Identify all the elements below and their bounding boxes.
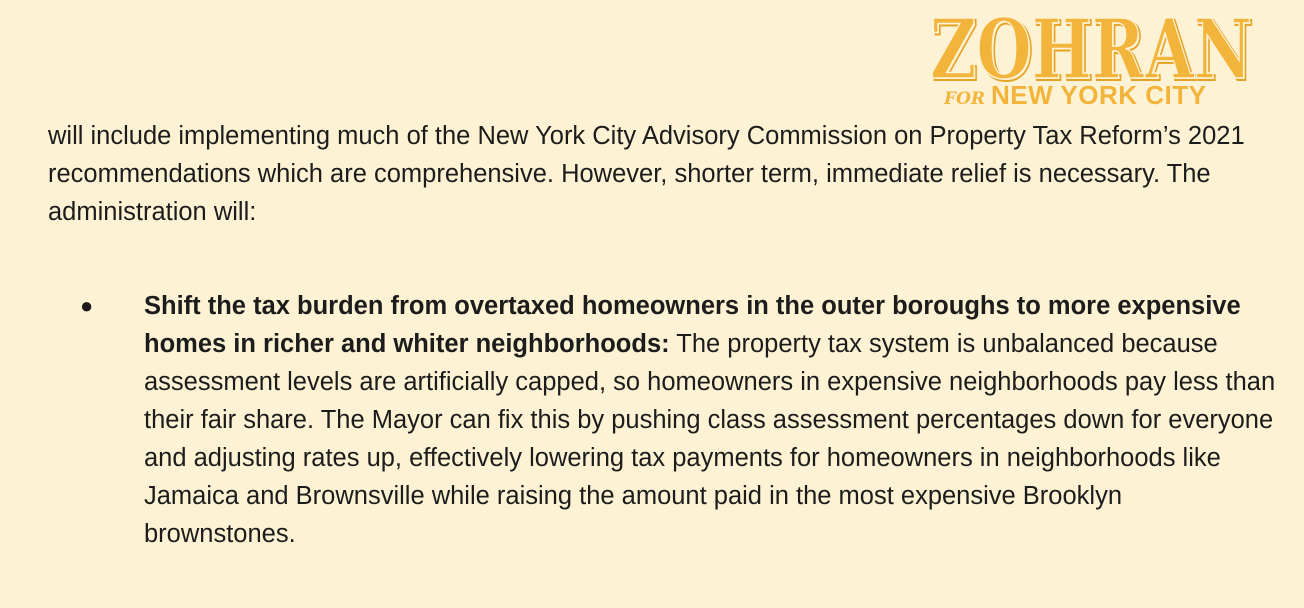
logo-name-outline: ZOHRAN <box>932 4 1254 86</box>
logo-wordmark <box>928 0 1258 86</box>
logo-for-text: FOR <box>944 89 986 109</box>
intro-paragraph: will include implementing much of the New York City Advisory Commission on Property Tax Reform’s 2021 recommendations which are comprehensive. However, shorter term, immediate relief is necessary. The administration will: <box>48 122 1245 226</box>
list-item <box>80 287 1280 553</box>
bullet-body: The property tax system is unbalanced because assessment levels are artificially capped, so homeowners in expensive neighborhoods pay less than their fair share. The Mayor can fix this by pushing class assessment percentages down for everyone and adjusting rates up, effectively lowering tax payments for homeowners in neighborhoods like Jamaica and Brownsville while raising the amount paid in the most expensive Brooklyn brownstones. <box>144 330 1276 548</box>
bullet-icon: ● <box>80 293 94 318</box>
logo-name: ZOHRAN <box>930 2 1252 86</box>
policy-bullet-list <box>80 287 1280 553</box>
bullet-heading: Shift the tax burden from overtaxed homeowners in the outer boroughs to more expensive homes in richer and whiter neighborhoods: <box>144 292 1241 358</box>
logo-city-text: NEW YORK CITY <box>991 80 1207 110</box>
campaign-logo <box>928 0 1258 112</box>
logo-tagline <box>944 80 1264 111</box>
